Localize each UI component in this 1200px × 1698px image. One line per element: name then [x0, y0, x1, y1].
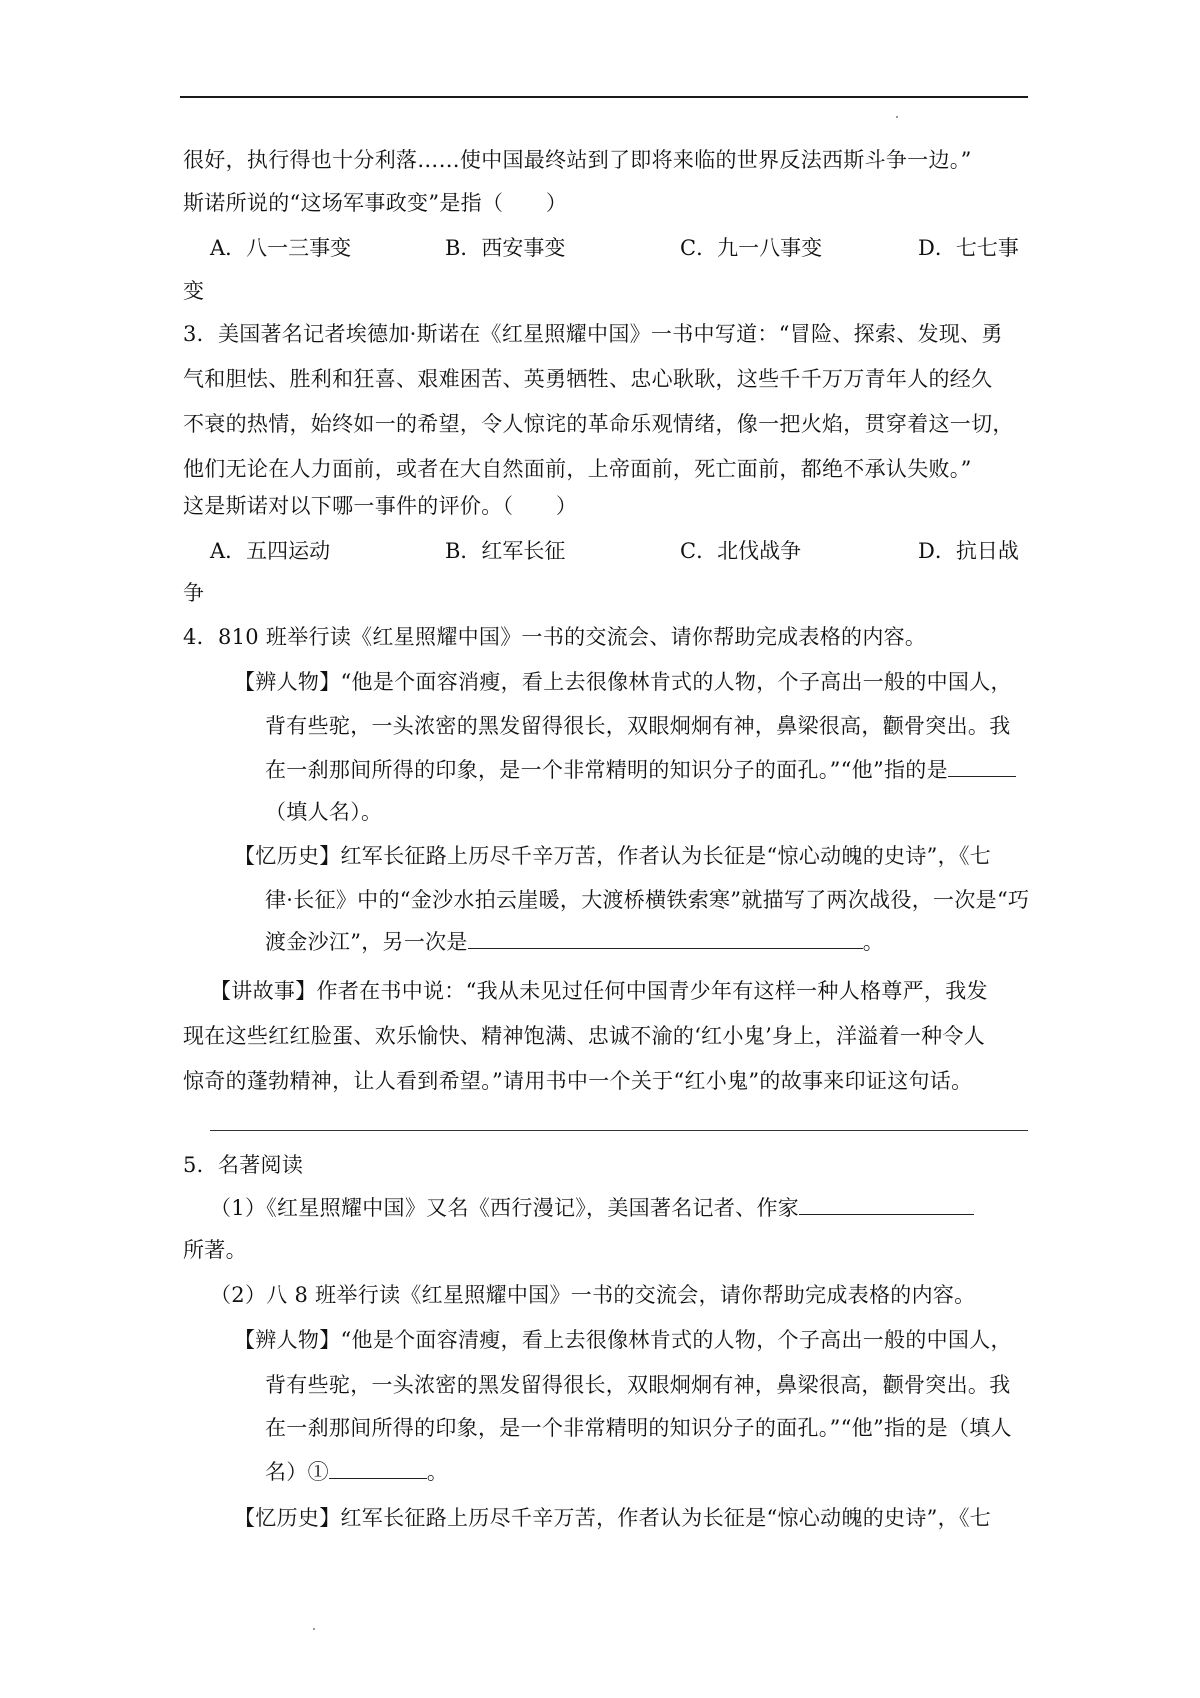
- q5-part1-wrap: 所著。: [183, 1238, 247, 1262]
- q4-identify-tail: （填人名）。: [265, 800, 383, 824]
- q4-story-line: 惊奇的蓬勃精神，让人看到希望。”请用书中一个关于“红小鬼”的故事来印证这句话。: [183, 1069, 973, 1093]
- q3-option-d: D．抗日战: [918, 539, 1019, 563]
- answer-blank[interactable]: [799, 1194, 974, 1215]
- q2-option-b: B．西安事变: [445, 236, 566, 260]
- q5-identify-line: 在一刹那间所得的印象，是一个非常精明的知识分子的面孔。”“他”指的是（填人: [265, 1416, 1012, 1440]
- q3-option-d-wrap: 争: [183, 581, 205, 605]
- q2-option-a: A．八一三事变: [210, 236, 352, 260]
- q2-option-d-wrap: 变: [183, 279, 205, 303]
- q3-line: 3．美国著名记者埃德加·斯诺在《红星照耀中国》一书中写道：“冒险、探索、发现、勇: [183, 322, 1003, 346]
- q4-identify-line: 【辨人物】“他是个面容消瘦，看上去很像林肯式的人物，个子高出一般的中国人，: [234, 670, 1012, 694]
- q2-question-line: 斯诺所说的“这场军事政变”是指（ ）: [183, 191, 568, 215]
- q2-option-c: C．九一八事变: [680, 236, 823, 260]
- q3-option-b: B．红军长征: [445, 539, 566, 563]
- q4-story-line: 【讲故事】作者在书中说：“我从未见过任何中国青少年有这样一种人格尊严，我发: [210, 979, 988, 1003]
- header-rule: [180, 96, 1028, 98]
- q3-option-a: A．五四运动: [210, 539, 331, 563]
- q4-identify-line: 在一刹那间所得的印象，是一个非常精明的知识分子的面孔。”“他”指的是: [265, 755, 1016, 785]
- q5-title: 5．名著阅读: [183, 1153, 304, 1177]
- q5-part2-title: （2）八 8 班举行读《红星照耀中国》一书的交流会，请你帮助完成表格的内容。: [210, 1283, 976, 1307]
- answer-blank[interactable]: [468, 928, 863, 949]
- q3-line: 这是斯诺对以下哪一事件的评价。（ ）: [183, 494, 578, 518]
- q4-history-line: 律·长征》中的“金沙水拍云崖暖，大渡桥横铁索寒”就描写了两次战役，一次是“巧: [265, 888, 1030, 912]
- q5-part1: （1）《红星照耀中国》又名《西行漫记》，美国著名记者、作家: [210, 1193, 974, 1223]
- q5-identify-line: 背有些驼，一头浓密的黑发留得很长，双眼炯炯有神，鼻梁很高，颧骨突出。我: [265, 1373, 1011, 1397]
- q4-story-line: 现在这些红红脸蛋、欢乐愉快、精神饱满、忠诚不渝的‘红小鬼’身上，洋溢着一种令人: [183, 1024, 986, 1048]
- q3-line: 不衰的热情，始终如一的希望，令人惊诧的革命乐观情绪，像一把火焰，贯穿着这一切，: [183, 412, 1014, 436]
- q3-option-c: C．北伐战争: [680, 539, 802, 563]
- q4-title: 4．810 班举行读《红星照耀中国》一书的交流会、请你帮助完成表格的内容。: [183, 625, 927, 649]
- scan-speck: [313, 1628, 315, 1630]
- q2-option-d: D．七七事: [918, 236, 1019, 260]
- q4-history-line: 渡金沙江”，另一次是 。: [265, 930, 885, 954]
- q4-identify-line: 背有些驼，一头浓密的黑发留得很长，双眼炯炯有神，鼻梁很高，颧骨突出。我: [265, 714, 1011, 738]
- q5-identify-tail: 名）① 。: [265, 1460, 449, 1484]
- q3-line: 他们无论在人力面前，或者在大自然面前，上帝面前，死亡面前，都绝不承认失败。”: [183, 457, 972, 481]
- answer-blank[interactable]: [948, 756, 1016, 777]
- scan-speck: [896, 116, 898, 118]
- q4-history-line: 【忆历史】红军长征路上历尽千辛万苦，作者认为长征是“惊心动魄的史诗”，《七: [234, 844, 992, 868]
- answer-blank[interactable]: [329, 1458, 427, 1479]
- answer-line[interactable]: [210, 1130, 1028, 1131]
- q5-history-line: 【忆历史】红军长征路上历尽千辛万苦，作者认为长征是“惊心动魄的史诗”，《七: [234, 1506, 992, 1530]
- q2-stem-line: 很好，执行得也十分利落……使中国最终站到了即将来临的世界反法西斯斗争一边。”: [183, 148, 972, 172]
- q5-identify-line: 【辨人物】“他是个面容清瘦，看上去很像林肯式的人物，个子高出一般的中国人，: [234, 1328, 1012, 1352]
- q3-line: 气和胆怯、胜利和狂喜、艰难困苦、英勇牺牲、忠心耿耿，这些千千万万青年人的经久: [183, 367, 993, 391]
